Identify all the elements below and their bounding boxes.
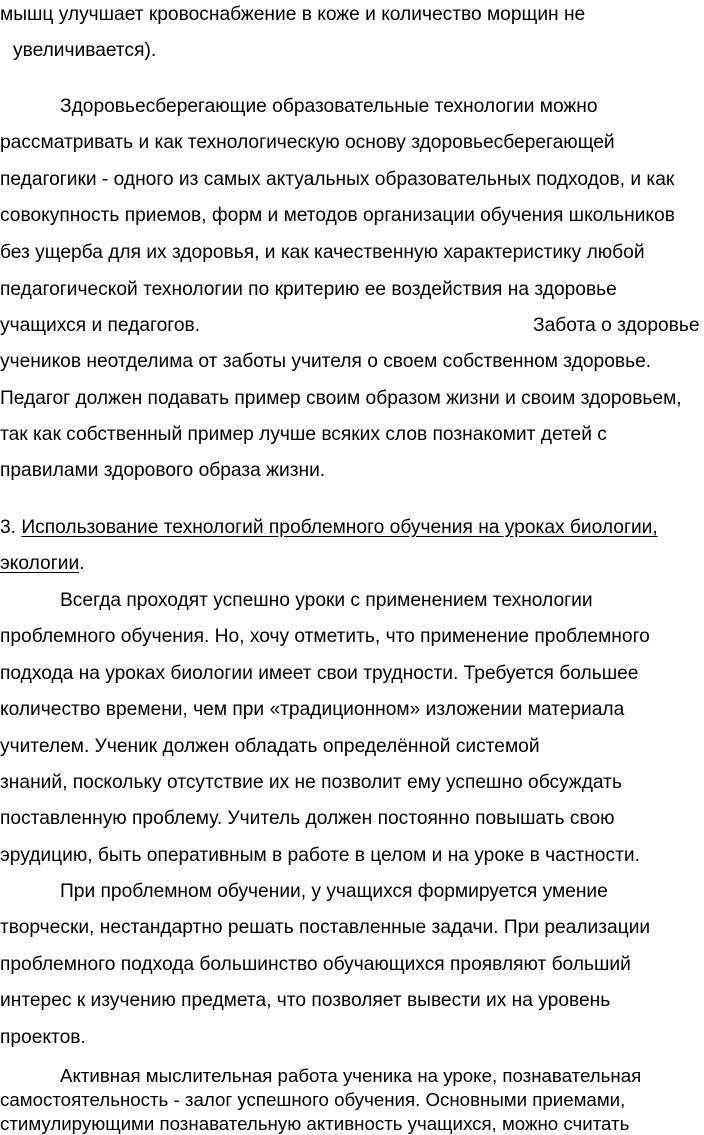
section-number: 3.	[0, 517, 22, 538]
paragraph-line: без ущерба для их здоровья, и как качественную характеристику любой	[0, 242, 645, 263]
paragraph-line: подхода на уроках биологии имеет свои трудности. Требуется большее	[0, 663, 639, 684]
paragraph-line: знаний, поскольку отсутствие их не позволит ему успешно обсуждать	[0, 772, 622, 793]
paragraph-line: поставленную проблему. Учитель должен постоянно повышать свою	[0, 808, 615, 829]
paragraph-line: совокупность приемов, форм и методов организации обучения школьников	[0, 205, 675, 226]
paragraph-first-line: Всегда проходят успешно уроки с применением технологии	[60, 590, 593, 611]
section-title-period: .	[79, 553, 85, 574]
paragraph-line: рассматривать и как технологическую основу здоровьесберегающей	[0, 132, 615, 153]
paragraph-line: проблемного подхода большинство обучающихся проявляют больший	[0, 954, 631, 975]
paragraph-line: проектов.	[0, 1027, 86, 1048]
paragraph-first-line: При проблемном обучении, у учащихся формируется умение	[60, 881, 608, 902]
paragraph-line: учащихся и педагогов.	[0, 315, 201, 336]
paragraph-line: Педагог должен подавать пример своим образом жизни и своим здоровьем,	[0, 388, 682, 409]
section-heading	[0, 518, 658, 537]
paragraph-first-line: Активная мыслительная работа ученика на уроке, познавательная	[60, 1065, 642, 1086]
paragraph-first-line: Здоровьесберегающие образовательные технологии можно	[60, 96, 598, 117]
paragraph-line: так как собственный пример лучше всяких слов познакомит детей с	[0, 424, 607, 445]
paragraph-line: педагогики - одного из самых актуальных образовательных подходов, и как	[0, 169, 675, 190]
paragraph-line: правилами здорового образа жизни.	[0, 460, 326, 481]
paragraph-line: мышц улучшает кровоснабжение в коже и количество морщин не	[0, 4, 586, 25]
paragraph-line: творчески, нестандартно решать поставленные задачи. При реализации	[0, 917, 651, 938]
paragraph-line: увеличивается).	[13, 40, 157, 61]
section-heading-cont	[0, 554, 85, 573]
paragraph-line: учеников неотделима от заботы учителя о своем собственном здоровье.	[0, 351, 652, 372]
paragraph-line: интерес к изучению предмета, что позволяет вывести их на уровень	[0, 990, 611, 1011]
paragraph-line: эрудицию, быть оперативным в работе в целом и на уроке в частности.	[0, 845, 640, 866]
paragraph-line-right: Забота о здоровье	[533, 315, 700, 336]
paragraph-line: количество времени, чем при «традиционном» изложении материала	[0, 699, 625, 720]
section-title: Использование технологий проблемного обучения на уроках биологии,	[21, 517, 658, 538]
paragraph-line: проблемного обучения. Но, хочу отметить, что применение проблемного	[0, 626, 650, 647]
paragraph-line: педагогической технологии по критерию ее воздействия на здоровье	[0, 279, 617, 300]
paragraph-line: стимулирующими познавательную активность учащихся, можно считать	[0, 1113, 630, 1134]
section-title-cont: экологии	[0, 553, 80, 574]
paragraph-line: учителем. Ученик должен обладать определённой системой	[0, 736, 540, 757]
paragraph-line: самостоятельность - залог успешного обучения. Основными приемами,	[0, 1089, 626, 1110]
